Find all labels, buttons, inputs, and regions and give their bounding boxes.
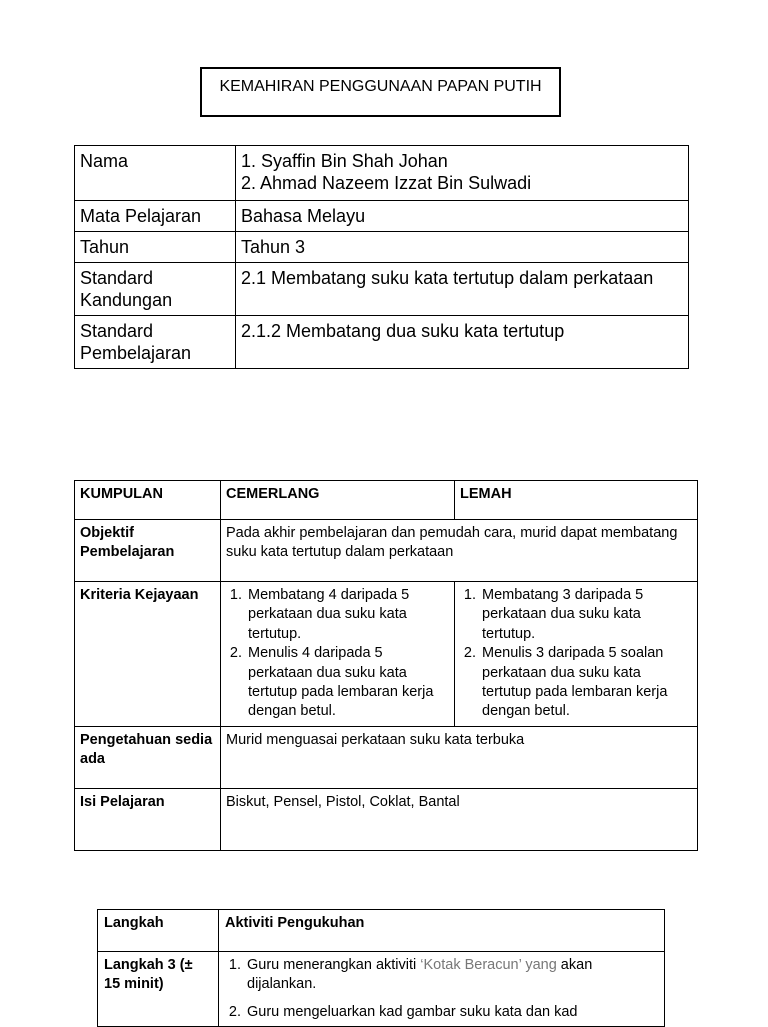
pengetahuan-value: Murid menguasai perkataan suku kata terbuka xyxy=(221,726,698,788)
nama-1: 1. Syaffin Bin Shah Johan xyxy=(241,151,448,171)
pengetahuan-label: Pengetahuan sedia ada xyxy=(75,726,221,788)
kriteria-lemah xyxy=(455,582,698,727)
lesson-plan-table xyxy=(74,480,698,851)
header-lemah: LEMAH xyxy=(455,481,698,520)
list-item: 2. Menulis 4 daripada 5 perkataan dua suku kata tertutup pada lembaran kerja dengan betul. xyxy=(246,644,449,722)
mata-pelajaran-value: Bahasa Melayu xyxy=(236,201,689,232)
header-aktiviti: Aktiviti Pengukuhan xyxy=(219,910,665,952)
table-row xyxy=(75,481,698,520)
kriteria-cemerlang-list xyxy=(226,586,449,722)
activity-list xyxy=(225,956,658,1022)
kriteria-cemerlang xyxy=(221,582,455,727)
table-row xyxy=(98,952,665,1027)
langkah-3-activities xyxy=(219,952,665,1027)
header-langkah: Langkah xyxy=(98,910,219,952)
table-row xyxy=(75,201,689,232)
list-item: 2. Menulis 3 daripada 5 soalan perkataan dua suku kata tertutup pada lembaran kerja dengan betul. xyxy=(480,644,692,722)
isi-pelajaran-value: Biskut, Pensel, Pistol, Coklat, Bantal xyxy=(221,788,698,850)
objektif-value: Pada akhir pembelajaran dan pemudah cara, murid dapat membatang suku kata tertutup dalam perkataan xyxy=(221,520,698,582)
nama-label: Nama xyxy=(75,146,236,201)
steps-table xyxy=(97,909,665,1027)
nama-value xyxy=(236,146,689,201)
kriteria-label: Kriteria Kejayaan xyxy=(75,582,221,727)
document-title: KEMAHIRAN PENGGUNAAN PAPAN PUTIH xyxy=(200,67,561,117)
table-row xyxy=(75,316,689,369)
standard-pembelajaran-label: Standard Pembelajaran xyxy=(75,316,236,369)
info-table xyxy=(74,145,689,369)
list-item: 1. Membatang 4 daripada 5 perkataan dua suku kata tertutup. xyxy=(246,586,449,644)
kriteria-lemah-list xyxy=(460,586,692,722)
langkah-3-label: Langkah 3 (± 15 minit) xyxy=(98,952,219,1027)
standard-pembelajaran-value: 2.1.2 Membatang dua suku kata tertutup xyxy=(236,316,689,369)
table-row xyxy=(75,263,689,316)
tahun-label: Tahun xyxy=(75,232,236,263)
tahun-value: Tahun 3 xyxy=(236,232,689,263)
activity-text: Guru menerangkan aktiviti xyxy=(247,957,421,973)
list-item: 1. Membatang 3 daripada 5 perkataan dua suku kata tertutup. xyxy=(480,586,692,644)
header-cemerlang: CEMERLANG xyxy=(221,481,455,520)
table-row xyxy=(75,146,689,201)
standard-kandungan-value: 2.1 Membatang suku kata tertutup dalam perkataan xyxy=(236,263,689,316)
activity-quote: ‘Kotak Beracun’ yang xyxy=(420,957,557,973)
isi-pelajaran-label: Isi Pelajaran xyxy=(75,788,221,850)
list-item xyxy=(245,956,658,995)
activity-text: akan dijalankan. xyxy=(247,957,593,993)
standard-kandungan-label: Standard Kandungan xyxy=(75,263,236,316)
nama-2: 2. Ahmad Nazeem Izzat Bin Sulwadi xyxy=(241,173,532,193)
table-row xyxy=(75,582,698,727)
table-row xyxy=(75,726,698,788)
objektif-label: Objektif Pembelajaran xyxy=(75,520,221,582)
table-row xyxy=(98,910,665,952)
table-row xyxy=(75,788,698,850)
table-row xyxy=(75,520,698,582)
header-kumpulan: KUMPULAN xyxy=(75,481,221,520)
table-row xyxy=(75,232,689,263)
mata-pelajaran-label: Mata Pelajaran xyxy=(75,201,236,232)
list-item: 2. Guru mengeluarkan kad gambar suku kata dan kad xyxy=(245,1003,658,1022)
